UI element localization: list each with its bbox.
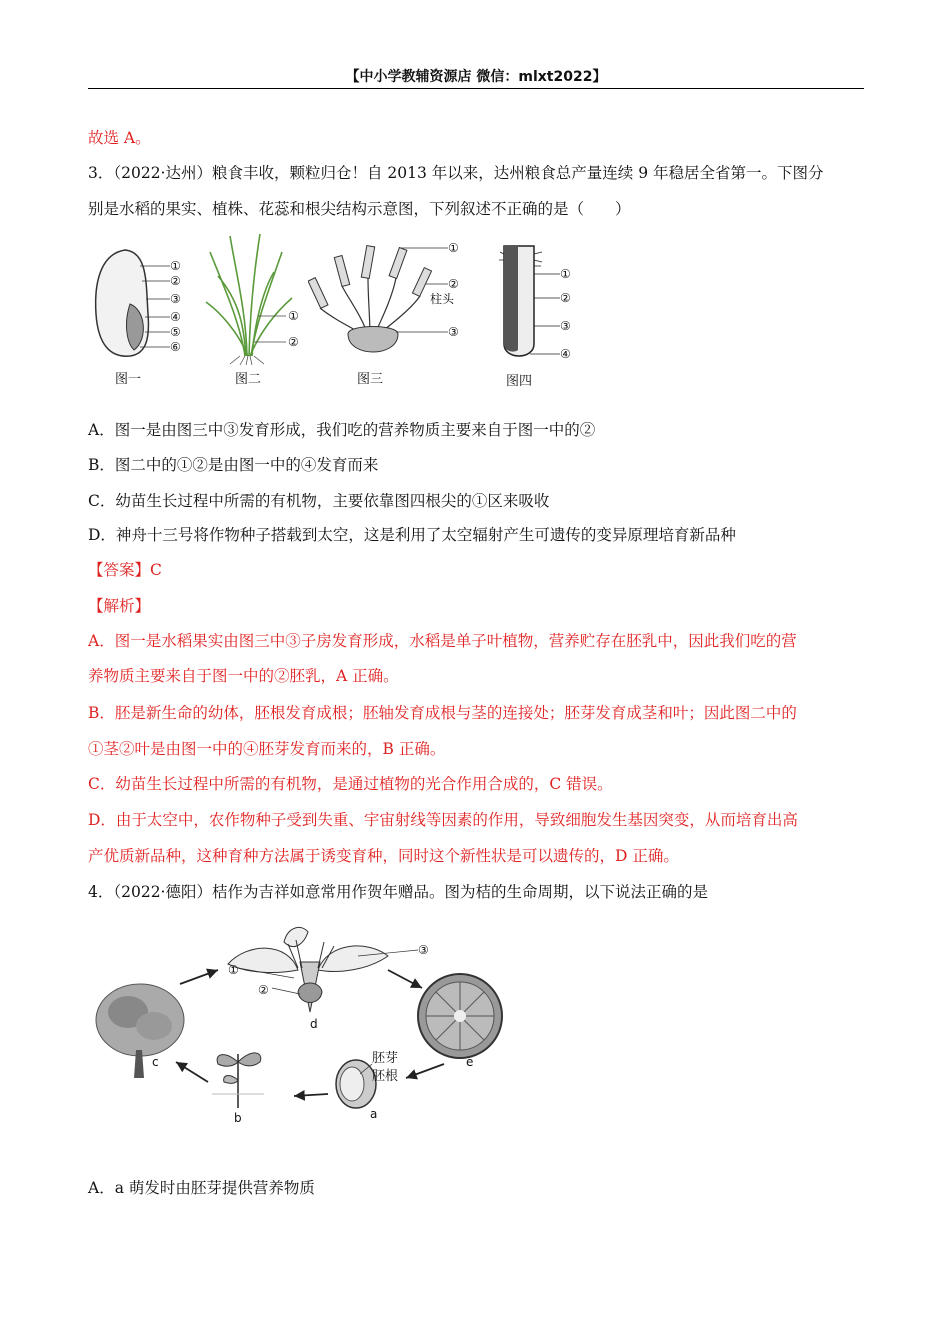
text-line: 故选 A。: [88, 129, 151, 147]
option-a: A．图一是由图三中③发育形成，我们吃的营养物质主要来自于图一中的②: [88, 421, 596, 439]
option-a: A．a 萌发时由胚芽提供营养物质: [88, 1179, 315, 1197]
fig2-label: ②: [288, 335, 299, 349]
cycle-label-3: ③: [418, 943, 429, 957]
analysis-line: B．胚是新生命的幼体，胚根发育成根；胚轴发育成根与茎的连接处；胚芽发育成茎和叶；因此图二中的: [88, 704, 797, 722]
cycle-label-a: a: [370, 1107, 378, 1121]
fig4-label: ①: [560, 267, 571, 281]
fig3-label: ①: [448, 241, 459, 255]
figure-2-rice-plant: [200, 232, 310, 366]
analysis-line: 产优质新品种，这种育种方法属于诱变育种，同时这个新性状是可以遗传的，D 正确。: [88, 847, 679, 865]
cycle-label-plumule: 胚芽: [372, 1051, 399, 1066]
figure-2-caption: 图二: [235, 372, 262, 387]
cycle-label-1: ①: [228, 963, 239, 977]
option-d: D．神舟十三号将作物种子搭载到太空，这是利用了太空辐射产生可遗传的变异原理培育新品种: [88, 526, 736, 544]
analysis-label: 【解析】: [88, 597, 151, 615]
cycle-label-radicle: 胚根: [372, 1069, 399, 1084]
option-b: B．图二中的①②是由图一中的④发育而来: [88, 456, 379, 474]
figure-1-rice-grain: [90, 244, 200, 364]
fig1-label: ①: [170, 259, 181, 273]
figure-3-caption: 图三: [357, 372, 384, 387]
fig1-label: ⑥: [170, 340, 181, 354]
cycle-label-b: b: [234, 1111, 242, 1125]
question-4-stem: 4．（2022·德阳）桔作为吉祥如意常用作贺年赠品。图为桔的生命周期，以下说法正确的是: [88, 883, 708, 901]
fig2-label: ①: [288, 309, 299, 323]
fig1-label: ④: [170, 310, 181, 324]
cycle-label-d: d: [310, 1017, 318, 1031]
cycle-label-e: e: [466, 1055, 474, 1069]
page-header: 【中小学教辅资源店 微信：mlxt2022】: [345, 69, 607, 85]
figure-1-caption: 图一: [115, 372, 142, 387]
fig1-label: ③: [170, 292, 181, 306]
fig4-label: ④: [560, 347, 571, 361]
analysis-line: 养物质主要来自于图一中的②胚乳，A 正确。: [88, 667, 399, 685]
analysis-line: C．幼苗生长过程中所需的有机物，是通过植物的光合作用合成的，C 错误。: [88, 775, 613, 793]
cycle-label-c: c: [152, 1055, 159, 1069]
figure-4-caption: 图四: [506, 374, 533, 389]
question-3-stem: 3．（2022·达州）粮食丰收，颗粒归仓！自 2013 年以来，达州粮食总产量连续 9 年稳居全省第一。下图分: [88, 164, 824, 182]
fig3-label-stigma: 柱头: [430, 292, 455, 306]
question-3-stem-cont: 别是水稻的果实、植株、花蕊和根尖结构示意图，下列叙述不正确的是（ ）: [88, 200, 631, 218]
fig1-label: ⑤: [170, 325, 181, 339]
figure-3-flower-stamens: [308, 238, 468, 364]
header-rule: [88, 88, 864, 89]
fig1-label: ②: [170, 274, 181, 288]
option-c: C．幼苗生长过程中所需的有机物，主要依靠图四根尖的①区来吸收: [88, 492, 550, 510]
fig3-label: ③: [448, 325, 459, 339]
analysis-line: A．图一是水稻果实由图三中③子房发育形成，水稻是单子叶植物，营养贮存在胚乳中，因此我们吃的营: [88, 632, 797, 650]
fig4-label: ②: [560, 291, 571, 305]
analysis-line: ①茎②叶是由图一中的④胚芽发育而来的，B 正确。: [88, 740, 446, 758]
citrus-life-cycle-diagram: [88, 922, 538, 1128]
analysis-line: D．由于太空中，农作物种子受到失重、宇宙射线等因素的作用，导致细胞发生基因突变，从而培育出高: [88, 811, 798, 829]
cycle-label-2: ②: [258, 983, 269, 997]
answer-label: 【答案】C: [88, 561, 162, 579]
fig4-label: ③: [560, 319, 571, 333]
fig3-label: ②: [448, 277, 459, 291]
figure-4-root-tip: [494, 240, 584, 370]
